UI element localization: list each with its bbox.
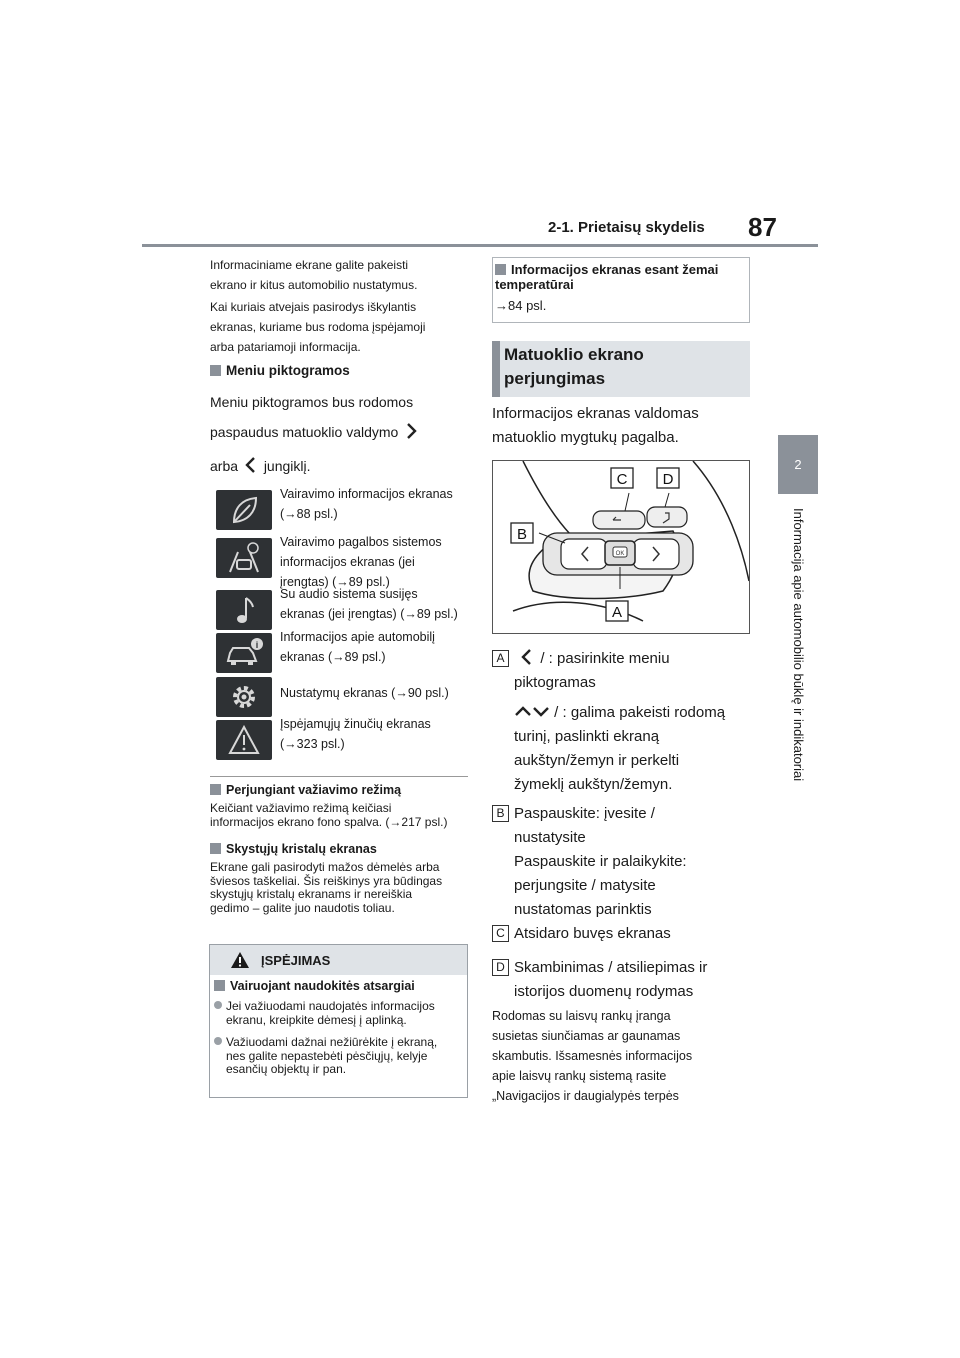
menu-icons-heading: Meniu piktogramos bbox=[210, 363, 472, 378]
intro-line: arba patariamoji informacija. bbox=[210, 340, 361, 354]
note-body: Ekrane gali pasirodyti mažos dėmelės arba šviesos taškeliai. Šis reiškinys yra būdingas skystųjų kristalų ekranams ir nereiškia gedimo – galite juo naudotis toliau. bbox=[210, 860, 443, 915]
icon-description: Informacijos apie automobilį ekranas (→89 psl.) bbox=[280, 630, 435, 664]
note-title: Skystųjų kristalų ekranas bbox=[210, 842, 472, 856]
chapter-title-vertical: Informacija apie automobilio būklę ir indikatoriai bbox=[791, 508, 806, 782]
intro-paragraph-2 bbox=[210, 297, 472, 357]
item-b: B Paspauskite: įvesite / nustatysite Paspauskite ir palaikykite: perjungsite / matysite nustatomas parinktis bbox=[492, 802, 752, 922]
music-note-icon bbox=[216, 590, 272, 630]
menu-body-line: arba jungiklį. bbox=[210, 458, 311, 474]
item-a: A / : pasirinkite meniu piktogramas / : galima pakeisti rodomą turinį, paslinkti ekraną aukštyn/žemyn ir perkelti žymeklį aukštyn/žemyn. bbox=[492, 647, 752, 797]
section-heading: Matuoklio ekrano perjungimas bbox=[504, 345, 644, 388]
warning-bullet: Jei važiuodami naudojatės informacijos ekranu, kreipkite dėmesį į aplinką. bbox=[214, 1000, 464, 1027]
square-bullet-icon bbox=[210, 784, 221, 795]
steering-wheel-figure bbox=[492, 460, 750, 634]
warning-content bbox=[214, 979, 464, 1077]
warning-box bbox=[209, 944, 468, 1098]
header-rule bbox=[142, 244, 818, 247]
warning-triangle-icon bbox=[230, 951, 250, 969]
warning-label: ĮSPĖJIMAS bbox=[261, 953, 331, 968]
steering-wheel-illustration bbox=[493, 461, 749, 633]
menu-icon-row-driving-info bbox=[216, 487, 476, 530]
figure-label-a: A bbox=[611, 604, 623, 621]
menu-icons-body bbox=[210, 387, 472, 481]
chevron-down-icon bbox=[532, 702, 550, 720]
chevron-right-icon bbox=[402, 422, 420, 440]
ok-button-label: OK bbox=[615, 551, 625, 557]
figure-label-b: B bbox=[516, 526, 528, 543]
svg-text:i: i bbox=[255, 640, 259, 650]
icon-description: Vairavimo informacijos ekranas (→88 psl.) bbox=[280, 487, 453, 521]
label-c-box: C bbox=[492, 925, 509, 942]
intro-line: ekrano ir kitus automobilio nustatymus. bbox=[210, 278, 418, 292]
note-lcd bbox=[210, 842, 472, 915]
label-b-box: B bbox=[492, 805, 509, 822]
intro-paragraph-1 bbox=[210, 255, 472, 295]
round-bullet-icon bbox=[214, 1037, 222, 1045]
icon-description: Su audio sistema susijęs ekranas (jei įrengtas) (→89 psl.) bbox=[280, 587, 458, 621]
square-bullet-icon bbox=[210, 365, 221, 376]
item-d: D Skambinimas / atsiliepimas ir istorijos duomenų rodymas bbox=[492, 956, 752, 1004]
note-title: Informacijos ekranas esant žemai temperatūrai bbox=[495, 262, 719, 292]
divider bbox=[210, 776, 468, 777]
menu-icon-row-settings bbox=[216, 677, 476, 717]
section-intro: Informacijos ekranas valdomas matuoklio mygtukų pagalba. bbox=[492, 405, 699, 446]
gear-icon bbox=[216, 677, 272, 717]
menu-icon-row-audio bbox=[216, 587, 476, 630]
leaf-icon bbox=[216, 490, 272, 530]
driving-assist-icon bbox=[216, 538, 272, 578]
menu-icon-row-warnings bbox=[216, 717, 476, 760]
note-title: Perjungiant važiavimo režimą bbox=[210, 783, 472, 797]
section-heading-box bbox=[492, 341, 750, 397]
warning-subheading: Vairuojant naudokitės atsargiai bbox=[214, 979, 464, 993]
intro-line: Kai kuriais atvejais pasirodys iškylantis bbox=[210, 300, 417, 314]
warning-triangle-icon bbox=[216, 720, 272, 760]
figure-label-d: D bbox=[662, 471, 674, 488]
note-body: Keičiant važiavimo režimą keičiasi informacijos ekrano fono spalva. (→217 psl.) bbox=[210, 801, 448, 829]
square-bullet-icon bbox=[214, 980, 225, 991]
chapter-number: 2 bbox=[794, 457, 802, 472]
icon-description: Nustatymų ekranas (→90 psl.) bbox=[280, 686, 449, 700]
icon-description: Vairavimo pagalbos sistemos informacijos ekranas (jei įrengtas) (→89 psl.) bbox=[280, 535, 442, 589]
item-d-note: Rodomas su laisvų rankų įranga susietas siunčiamas ar gaunamas skambutis. Išsamesnės informacijos apie laisvų rankų sistemą rasite „Navigacijos ir daugialypės terpės bbox=[492, 1009, 693, 1103]
menu-body-line: paspaudus matuoklio valdymo bbox=[210, 417, 472, 447]
warning-header bbox=[210, 945, 467, 975]
label-a-box: A bbox=[492, 650, 509, 667]
label-d-box: D bbox=[492, 959, 509, 976]
page-reference: →84 psl. bbox=[495, 298, 547, 313]
chapter-tab bbox=[778, 435, 818, 494]
figure-label-c: C bbox=[616, 471, 628, 488]
chevron-left-icon bbox=[242, 456, 260, 474]
square-bullet-icon bbox=[495, 264, 506, 275]
vehicle-info-icon bbox=[216, 633, 272, 673]
page-number: 87 bbox=[748, 212, 777, 242]
menu-icon-row-driving-assist bbox=[216, 535, 476, 589]
chevron-up-icon bbox=[514, 702, 532, 720]
item-c: C Atsidaro buvęs ekranas bbox=[492, 922, 752, 946]
intro-line: ekranas, kuriame bus rodoma įspėjamoji bbox=[210, 320, 426, 334]
section-title: 2-1. Prietaisų skydelis bbox=[548, 219, 705, 236]
icon-description: Įspėjamųjų žinučių ekranas (→323 psl.) bbox=[280, 717, 431, 751]
note-driving-mode bbox=[210, 783, 472, 829]
low-temperature-note bbox=[492, 257, 750, 323]
square-bullet-icon bbox=[210, 843, 221, 854]
round-bullet-icon bbox=[214, 1001, 222, 1009]
menu-icon-row-vehicle-info bbox=[216, 630, 476, 673]
chevron-left-icon bbox=[518, 648, 536, 666]
warning-bullet: Važiuodami dažnai nežiūrėkite į ekraną, nes galite nepastebėti pėsčiųjų, kelyje esančių objektų ir pan. bbox=[214, 1036, 464, 1077]
menu-body-line: Meniu piktogramos bus rodomos bbox=[210, 394, 414, 410]
intro-line: Informaciniame ekrane galite pakeisti bbox=[210, 258, 409, 272]
